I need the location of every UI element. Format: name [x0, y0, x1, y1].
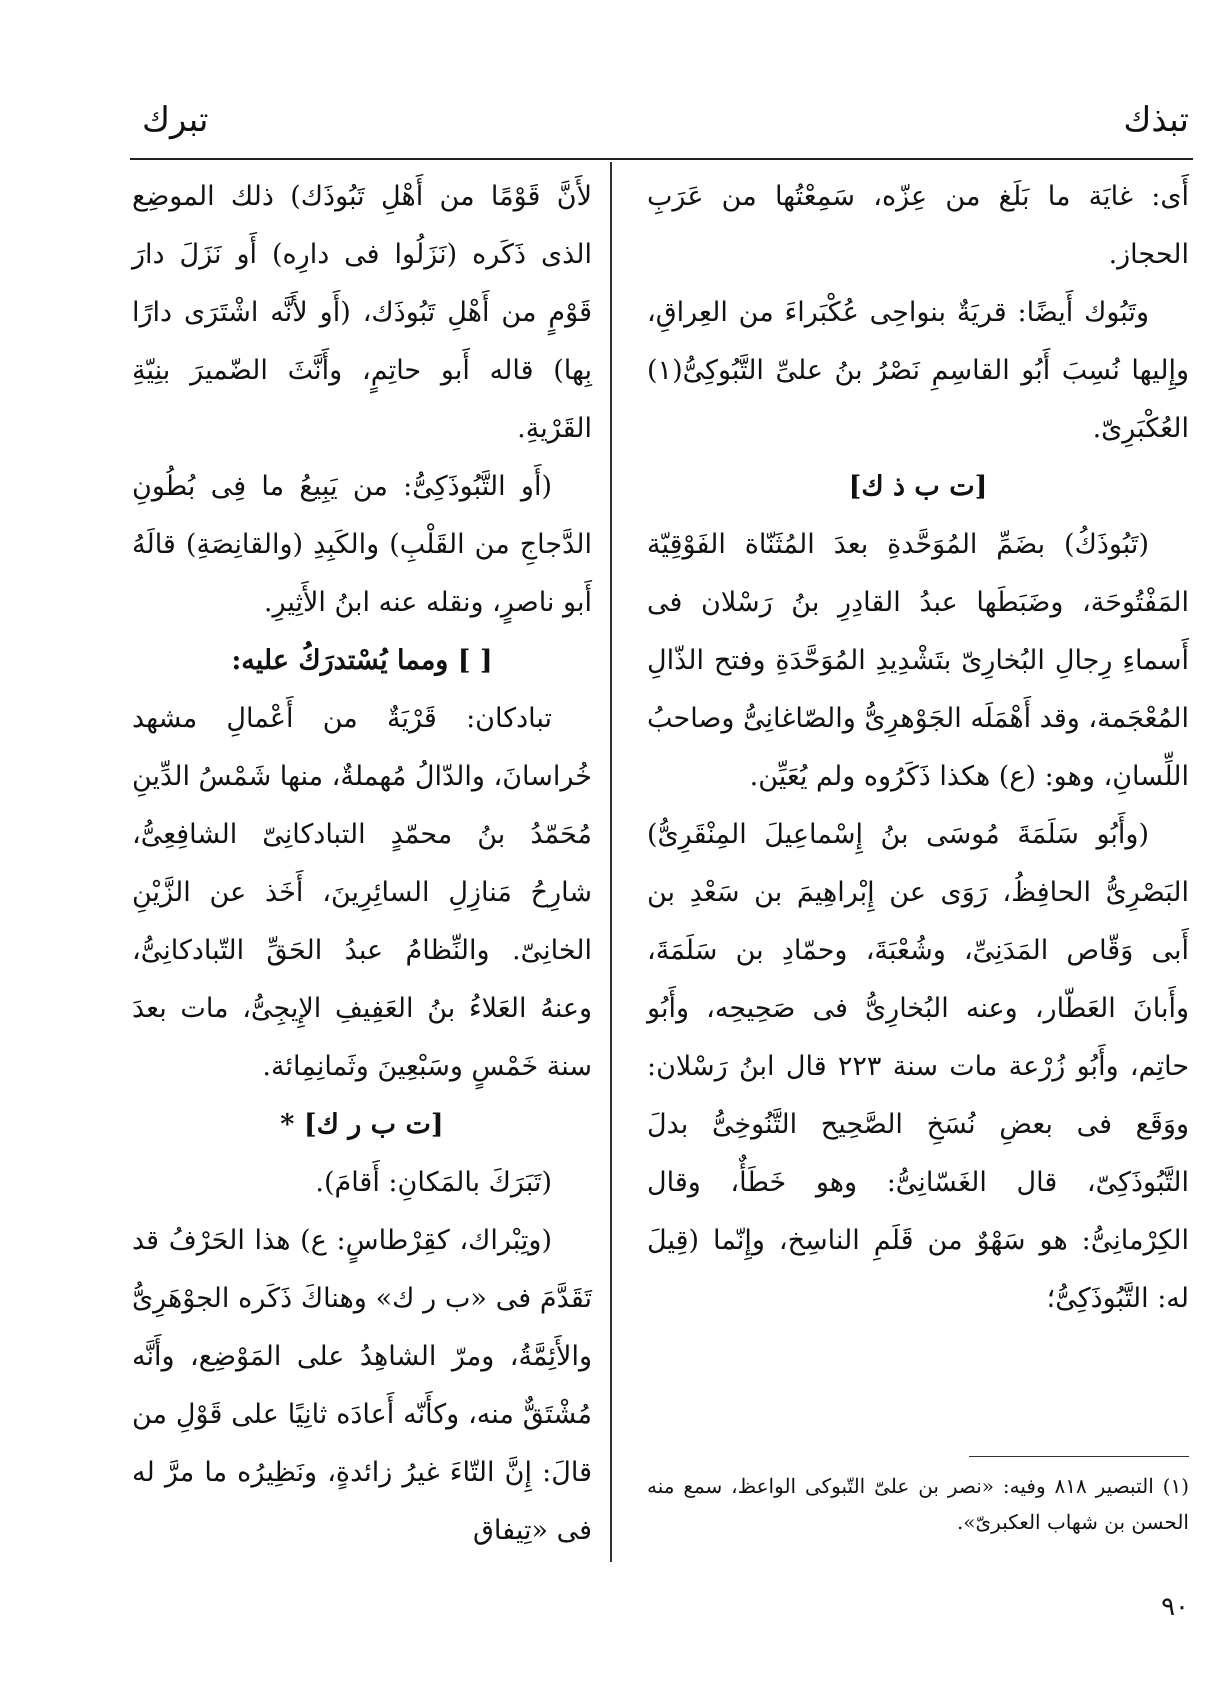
header-rule	[130, 158, 1193, 160]
section-heading: [ ] ومما يُسْتدرَكُ عليه:	[231, 645, 493, 676]
column-divider	[610, 162, 612, 1562]
paragraph: (وأَبُو سَلَمَةَ مُوسَى بنُ إِسْماعِيلَ المِنْقَرِىُّ) البَصْرِىُّ الحافِظُ، رَوَى عن إِبْراهِيمَ بن سَعْدِ بن أَبى وَقّاص المَدَنِىِّ، وشُعْبَةَ، وحمّادِ بن سَلَمَةَ، وأَبانَ العَطّار، وعنه البُخارِىُّ فى صَحِيحِه، وأَبُو حاتِم، وأَبُو زُرْعة مات سنة ٢٢٣ قال ابنُ رَسْلان: ووَقَع فى بعضِ نُسَخِ الصَّحِيح التَّنُوخِىُّ بدلَ التَّبُوذَكِىّ، قال الغَسّانِىُّ: وهو خَطَأٌ، وقال الكِرْمانِىُّ: هو سَهْوٌ من قَلَمِ الناسِخ، وإِنّما (قِيلَ له: التَّبُوذَكِىُّ؛	[647, 819, 1190, 1314]
paragraph: (تَبَرَكَ بالمَكانِ: أَقامَ).	[315, 1167, 552, 1198]
entry-heading: [ت ب ر ك] *	[280, 1109, 444, 1140]
footnote-rule	[969, 1456, 1189, 1457]
header-left-word: تبرك	[142, 100, 209, 140]
paragraph: (تَبُوذَكُ) بضَمِّ المُوَحَّدةِ بعدَ المُثَنّاة الفَوْقِيّة المَفْتُوحَة، وضَبَطَها عبدُ القادِرِ بنُ رَسْلان فى أَسماءِ رِجالِ البُخارِىّ بتَشْدِيدِ المُوَحَّدَةِ وفتح الذّالِ المُعْجَمة، وقد أَهْمَلَه الجَوْهرِىُّ والصّاغانِىُّ وصاحبُ اللِّسانِ، وهو: (ع) هكذا ذَكَرُوه ولم يُعَيِّن.	[647, 529, 1189, 792]
paragraph: لأَنَّ قَوْمًا من أَهْلِ تَبُوذَك) ذلك الموضِع الذى ذَكَره (نَزَلُوا فى دارِه) أَو نَزَلَ دارَ قَوْمٍ من أَهْلِ تَبُوذَك، (أَو لأَنَّه اشْتَرَى دارًا بِها) قاله أَبو حاتِمٍ، وأَنَّثَ الضّميرَ بنِيّةِ القَرْيةِ.	[132, 181, 592, 444]
paragraph: وتَبُوك أَيضًا: قريَةٌ بنواحِى عُكْبَراءَ من العِراقِ، وإِليها نُسِبَ أَبُو القاسِمِ نَصْرُ بنُ علىِّ التَّبُوكِىُّ(١) العُكْبَرِىّ.	[647, 297, 1189, 444]
paragraph: تبادكان: قَرْيَةٌ من أَعْمالِ مشهد خُراسانَ، والدّالُ مُهملةٌ، منها شَمْسُ الدِّينِ مُحَمّدُ بنُ محمّدٍ التبادكانِىّ الشافِعِىُّ، شارِحُ مَنازِلِ السائِرِينَ، أَخَذ عن الزَّيْنِ الخانِىّ. والنِّظامُ عبدُ الحَقِّ التّبادكانِىُّ، وعنهُ العَلاءُ بنُ العَفِيفِ الإِيجِىُّ، مات بعدَ سنة خَمْسٍ وسَبْعِينَ وثَمانِمِائة.	[131, 703, 592, 1082]
entry-heading: [ت ب ذ ك]	[848, 471, 988, 502]
left-column	[132, 168, 592, 1560]
paragraph: (وتِبْراك، كقِرْطاسٍ: ع) هذا الحَرْفُ قد تَقَدَّمَ فى «ب ر ك» وهناكَ ذَكَره الجوْهَرِىُّ والأَئِمَّةُ، ومرّ الشاهِدُ على المَوْضِع، وأَنَّه مُشْتَقٌّ منه، وكأَنّه أَعادَه ثانِيًا على قَوْلِ من قالَ: إِنَّ التّاءَ غيرُ زائدةٍ، ونَظِيرُه ما مرَّ له فى «تِيفاق	[132, 1225, 592, 1546]
page-number: ٩٠	[1161, 1592, 1189, 1622]
footnote: (١) التبصير ٨١٨ وفيه: «نصر بن علىّ التّبوكى الواعظ، سمع منه الحسن بن شهاب العكبرىّ».	[647, 1474, 1189, 1534]
header-right-word: تبذك	[1123, 100, 1189, 140]
right-column	[647, 168, 1189, 1328]
paragraph: (أَو التَّبُوذَكِىُّ: من يَبِيعُ ما فِى بُطُونِ الدَّجاجِ من القَلْبِ) والكَبِدِ (والقانِصَةِ) قالَهُ أَبو ناصرٍ، ونقله عنه ابنُ الأَثِيرِ.	[132, 471, 592, 618]
paragraph: أَى: غايَة ما بَلَغ من عِزّه، سَمِعْتُها من عَرَبِ الحجاز.	[647, 181, 1189, 270]
